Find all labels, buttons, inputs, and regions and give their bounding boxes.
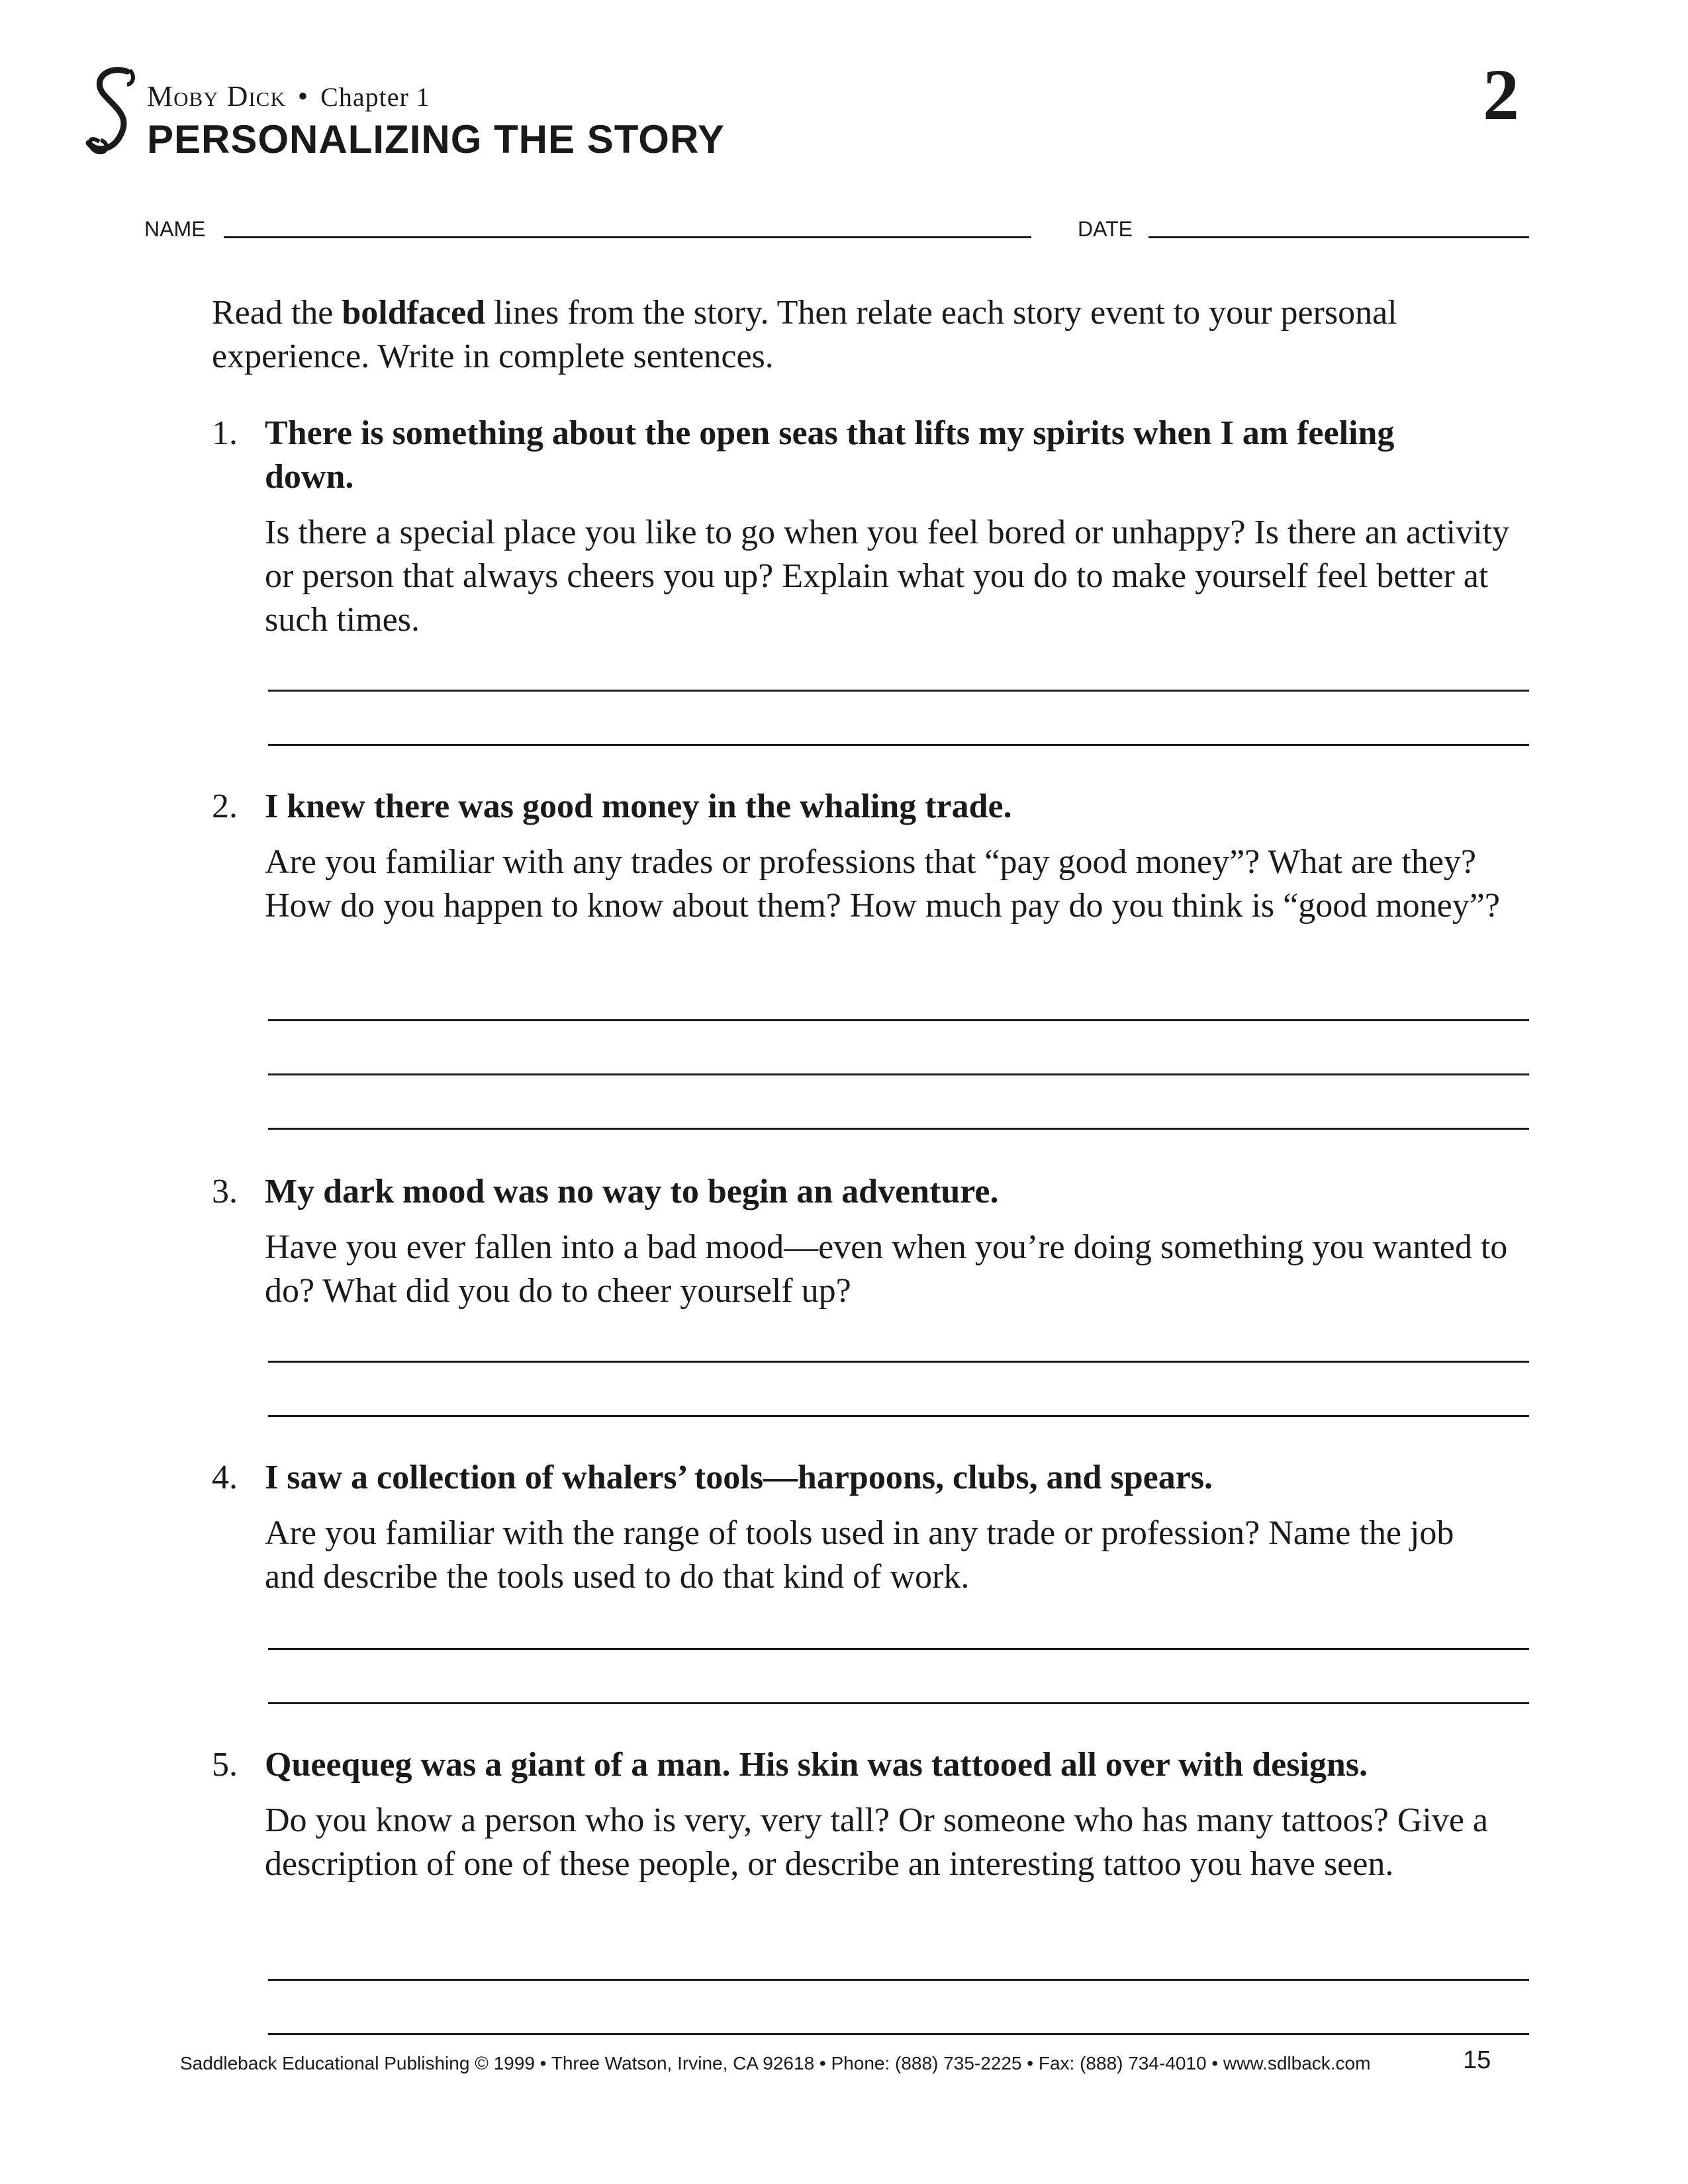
answer-line[interactable] [268,690,1529,692]
question-number: 1. [212,414,238,452]
answer-line[interactable] [268,1415,1529,1417]
answer-line[interactable] [268,1073,1529,1075]
question-quote: I saw a collection of whalers’ tools—harpoons, clubs, and spears. [265,1459,1213,1496]
answer-line[interactable] [268,1702,1529,1704]
answer-line[interactable] [268,1128,1529,1130]
question-quote: My dark mood was no way to begin an adventure. [265,1173,999,1210]
intro-before: Read the [212,294,342,332]
saddleback-s-logo-icon [79,64,146,163]
answer-line[interactable] [268,2033,1529,2035]
date-label: DATE [1078,217,1133,241]
date-field[interactable] [1149,236,1529,238]
question-prompt: Are you familiar with any trades or professions that “pay good money”? What are they? How do you happen to know about them? How much pay do you think is “good money”? [265,843,1500,925]
worksheet-number: 2 [1483,54,1519,135]
question-quote: Queequeg was a giant of a man. His skin was tattooed all over with designs. [265,1746,1368,1784]
chapter-label: Chapter 1 [320,82,430,112]
question-prompt: Have you ever fallen into a bad mood—even when you’re doing something you wanted to do? What did you do to cheer yourself up? [265,1228,1508,1310]
answer-line[interactable] [268,1361,1529,1363]
series-title: Moby Dick [147,80,286,113]
question-number: 4. [212,1459,238,1496]
publisher-footer: Saddleback Educational Publishing © 1999 • Three Watson, Irvine, CA 92618 • Phone: (888) 735-2225 • Fax: (888) 734-4010 • www.sdlback.com [180,2053,1371,2073]
page-title: PERSONALIZING THE STORY [147,117,726,161]
instructions [212,291,1503,379]
answer-line[interactable] [268,744,1529,746]
question-number: 3. [212,1173,238,1210]
name-field[interactable] [224,236,1031,238]
intro-bold: boldfaced [342,294,486,332]
answer-line[interactable] [268,1019,1529,1021]
question-quote: There is something about the open seas that lifts my spirits when I am feeling down. [265,414,1395,496]
question-prompt: Is there a special place you like to go when you feel bored or unhappy? Is there an activity or person that always cheers you up? Explain what you do to make yourself feel better at such times. [265,514,1509,639]
question-number: 2. [212,788,238,825]
answer-line[interactable] [268,1648,1529,1650]
question-quote: I knew there was good money in the whaling trade. [265,788,1012,825]
series-separator: • [297,80,309,113]
question-prompt: Are you familiar with the range of tools used in any trade or profession? Name the job and describe the tools used to do that kind of work. [265,1514,1454,1596]
name-label: NAME [144,217,206,241]
page-number: 15 [1463,2046,1491,2074]
series-heading [147,79,430,113]
question-prompt: Do you know a person who is very, very tall? Or someone who has many tattoos? Give a description of one of these people, or describe an interesting tattoo you have seen. [265,1801,1488,1883]
question-number: 5. [212,1746,238,1784]
intro-after: lines from the story. Then relate each story event to your personal experience. Write in complete sentences. [212,294,1397,375]
answer-line[interactable] [268,1979,1529,1981]
